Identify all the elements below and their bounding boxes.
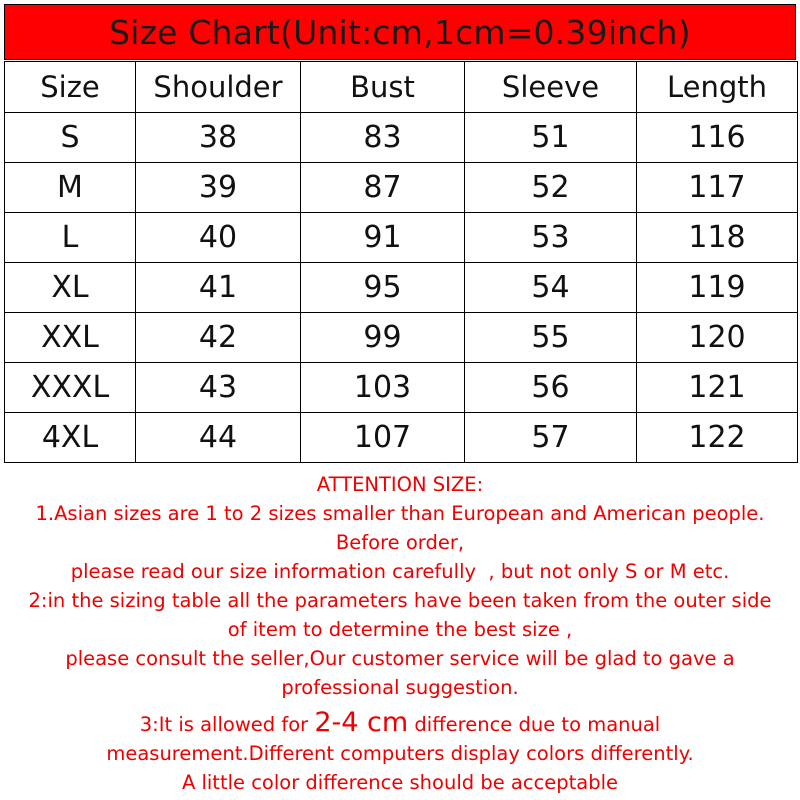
cell-bust: 83	[301, 113, 465, 163]
table-row	[5, 313, 798, 363]
cell-sleeve: 52	[465, 163, 637, 213]
cell-size: XXXL	[5, 363, 136, 413]
cell-size: XXL	[5, 313, 136, 363]
cell-shoulder: 43	[136, 363, 301, 413]
notes-line	[0, 708, 800, 739]
cell-bust: 103	[301, 363, 465, 413]
cell-shoulder: 44	[136, 413, 301, 463]
cell-size: XL	[5, 263, 136, 313]
header-size: Size	[5, 62, 136, 113]
cell-bust: 95	[301, 263, 465, 313]
notes-line: of item to determine the best size ,	[227, 618, 573, 641]
cell-shoulder: 38	[136, 113, 301, 163]
size-table	[4, 61, 798, 463]
cell-length: 117	[637, 163, 798, 213]
cell-length: 121	[637, 363, 798, 413]
notes-line: professional suggestion.	[281, 676, 519, 699]
notes-line: 2:in the sizing table all the parameters have been taken from the outer side	[28, 589, 772, 612]
notes-line: 1.Asian sizes are 1 to 2 sizes smaller than European and American people.	[35, 502, 765, 525]
cell-shoulder: 39	[136, 163, 301, 213]
header-bust: Bust	[301, 62, 465, 113]
cell-sleeve: 53	[465, 213, 637, 263]
cell-sleeve: 57	[465, 413, 637, 463]
cell-shoulder: 40	[136, 213, 301, 263]
notes-heading: ATTENTION SIZE:	[316, 473, 484, 496]
notes-line-prefix: 3:It is allowed for	[139, 713, 315, 736]
table-row	[5, 113, 798, 163]
table-header-row	[5, 62, 798, 113]
cell-size: M	[5, 163, 136, 213]
notes-line: please consult the seller,Our customer service will be glad to gave a	[65, 647, 735, 670]
cell-length: 118	[637, 213, 798, 263]
cell-sleeve: 55	[465, 313, 637, 363]
cell-sleeve: 56	[465, 363, 637, 413]
table-row	[5, 363, 798, 413]
cell-bust: 87	[301, 163, 465, 213]
cell-size: S	[5, 113, 136, 163]
cell-bust: 107	[301, 413, 465, 463]
chart-title: Size Chart(Unit:cm,1cm=0.39inch)	[4, 4, 796, 60]
notes-line: measurement.Different computers display colors differently.	[106, 742, 694, 765]
cell-sleeve: 51	[465, 113, 637, 163]
cell-length: 122	[637, 413, 798, 463]
cell-shoulder: 42	[136, 313, 301, 363]
cell-size: 4XL	[5, 413, 136, 463]
table-row	[5, 213, 798, 263]
notes-line: please read our size information carefully , but not only S or M etc.	[70, 560, 730, 583]
table-row	[5, 413, 798, 463]
table-row	[5, 163, 798, 213]
tolerance-highlight: 2-4 cm	[314, 707, 409, 738]
cell-size: L	[5, 213, 136, 263]
notes-line: Before order,	[335, 531, 465, 554]
notes-line-suffix: difference due to manual	[408, 713, 661, 736]
header-length: Length	[637, 62, 798, 113]
notes-line: A little color difference should be acceptable	[181, 771, 619, 794]
cell-length: 120	[637, 313, 798, 363]
cell-length: 116	[637, 113, 798, 163]
table-row	[5, 263, 798, 313]
header-sleeve: Sleeve	[465, 62, 637, 113]
cell-length: 119	[637, 263, 798, 313]
cell-shoulder: 41	[136, 263, 301, 313]
cell-bust: 91	[301, 213, 465, 263]
header-shoulder: Shoulder	[136, 62, 301, 113]
cell-bust: 99	[301, 313, 465, 363]
attention-notes	[0, 470, 800, 797]
cell-sleeve: 54	[465, 263, 637, 313]
